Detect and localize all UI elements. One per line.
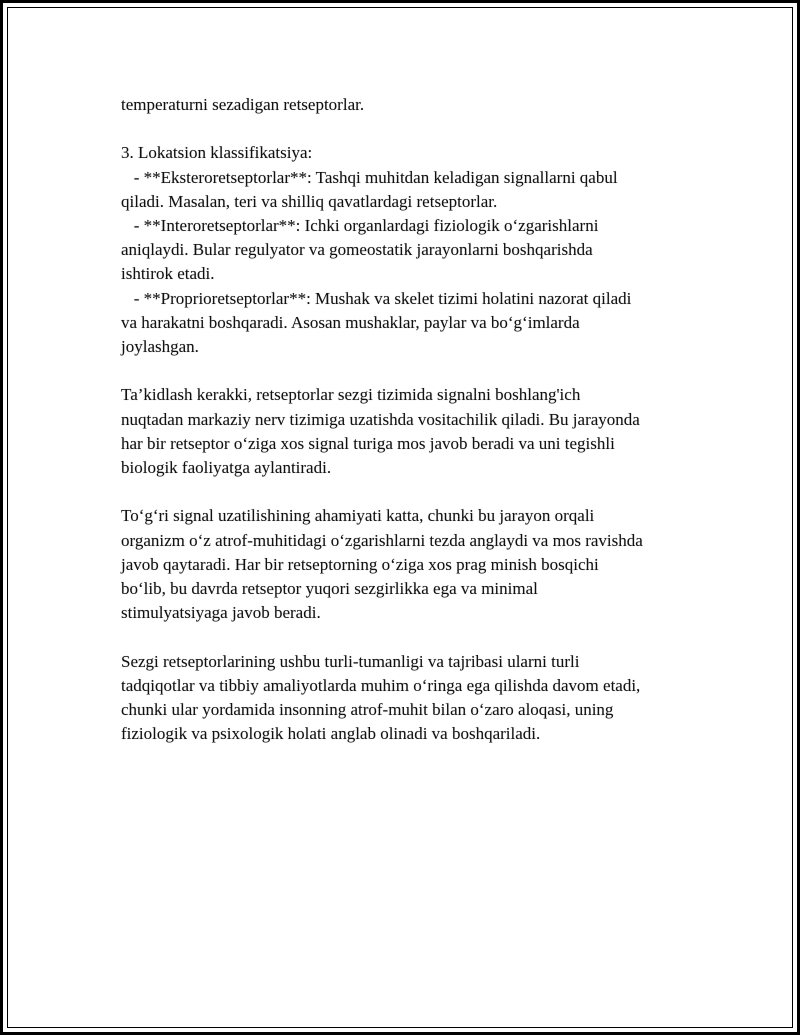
text-line: tadqiqotlar va tibbiy amaliyotlarda muhim o‘ringa ega qilishda davom etadi, <box>121 675 641 695</box>
paragraph-gap <box>121 480 701 504</box>
text-line: joylashgan. <box>121 337 199 357</box>
text-line: biologik faoliyatga aylantiradi. <box>121 458 332 478</box>
paragraph-gap <box>121 625 701 649</box>
text-line: ishtirok etadi. <box>121 264 215 284</box>
text-line: - **Proprioretseptorlar**: Mushak va skelet tizimi holatini nazorat qiladi <box>121 288 632 308</box>
text-line: chunki ular yordamida insonning atrof-muhit bilan o‘zaro aloqasi, uning <box>121 700 614 720</box>
text-line: va harakatni boshqaradi. Asosan mushaklar, paylar va bo‘g‘imlarda <box>121 312 580 332</box>
text-line: aniqlaydi. Bular regulyator va gomeostatik jarayonlarni boshqarishda <box>121 240 593 260</box>
text-line: organizm o‘z atrof-muhitidagi o‘zgarishlarni tezda anglaydi va mos ravishda <box>121 530 643 550</box>
text-line: Sezgi retseptorlarining ushbu turli-tumanligi va tajribasi ularni turli <box>121 651 580 671</box>
paragraph-gap <box>121 117 701 141</box>
text-line: nuqtadan markaziy nerv tizimiga uzatishda vositachilik qiladi. Bu jarayonda <box>121 409 640 429</box>
paragraph-gap <box>121 359 701 383</box>
text-line: fiziologik va psixologik holati anglab olinadi va boshqariladi. <box>121 724 541 744</box>
text-line: Ta’kidlash kerakki, retseptorlar sezgi tizimida signalni boshlang'ich <box>121 385 581 405</box>
text-line: - **Interoretseptorlar**: Ichki organlardagi fiziologik o‘zgarishlarni <box>121 216 599 235</box>
text-line: stimulyatsiyaga javob beradi. <box>121 603 321 623</box>
text-line: - **Eksteroretseptorlar**: Tashqi muhitdan keladigan signallarni qabul <box>121 167 618 187</box>
text-line: har bir retseptor o‘ziga xos signal turiga mos javob beradi va uni tegishli <box>121 433 615 453</box>
text-line: javob qaytaradi. Har bir retseptorning o‘ziga xos prag minish bosqichi <box>121 554 599 574</box>
section-heading: 3. Lokatsion klassifikatsiya: <box>121 143 313 163</box>
document-body <box>121 93 701 746</box>
text-line: qiladi. Masalan, teri va shilliq qavatlardagi retseptorlar. <box>121 191 498 211</box>
text-line: To‘g‘ri signal uzatilishining ahamiyati katta, chunki bu jarayon orqali <box>121 506 595 526</box>
text-line: bo‘lib, bu davrda retseptor yuqori sezgirlikka ega va minimal <box>121 579 538 599</box>
text-line: temperaturni sezadigan retseptorlar. <box>121 95 365 114</box>
